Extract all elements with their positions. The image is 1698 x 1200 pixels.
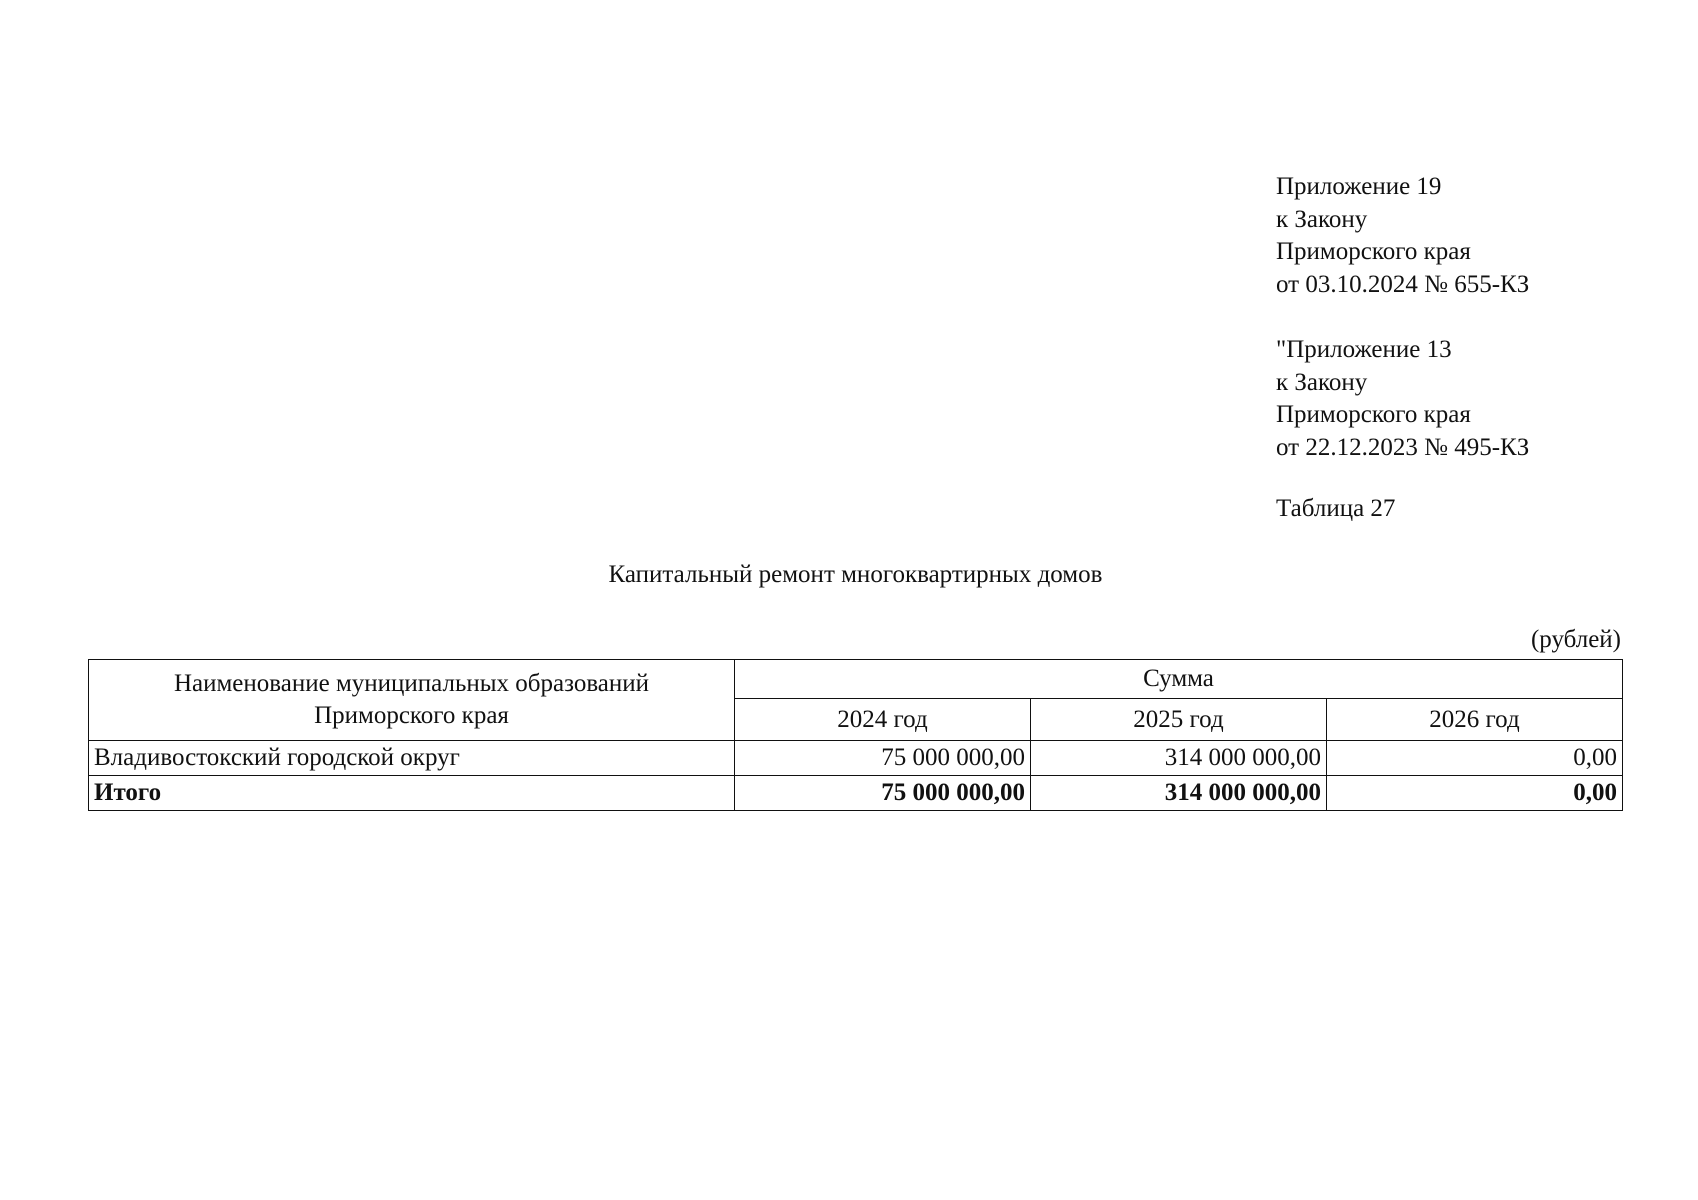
attachment-original-block [1276,334,1529,464]
budget-table [88,659,1623,811]
row-value-2026: 0,00 [1327,741,1623,776]
attachment-line: к Закону [1276,368,1368,396]
attachment-current-block [1276,171,1529,301]
units-label: (рублей) [1530,626,1621,653]
header-year-2025: 2025 год [1031,699,1327,741]
table-total-row [89,776,1623,811]
header-municipality-line2: Приморского края [314,702,509,729]
table-row [89,741,1623,776]
attachment-line: от 22.12.2023 № 495-КЗ [1276,433,1530,461]
document-title: Капитальный ремонт многоквартирных домов [608,561,1103,588]
header-sum: Сумма [735,660,1623,699]
row-value-2024: 75 000 000,00 [735,741,1031,776]
row-value-2025: 314 000 000,00 [1031,741,1327,776]
row-municipality-name: Владивостокский городской округ [89,741,735,776]
total-value-2026: 0,00 [1327,776,1623,811]
total-value-2024: 75 000 000,00 [735,776,1031,811]
attachment-line: Приморского края [1276,401,1471,428]
attachment-line: Приложение 19 [1276,173,1442,200]
table-number: Таблица 27 [1276,495,1396,522]
header-municipality-line1: Наименование муниципальных образований [173,670,650,697]
table-header-row [89,660,1623,699]
attachment-line: Приморского края [1276,238,1471,265]
header-year-2026: 2026 год [1327,699,1623,741]
total-label: Итого [89,776,735,811]
attachment-line: "Приложение 13 [1276,336,1452,363]
header-municipality [89,660,735,741]
total-value-2025: 314 000 000,00 [1031,776,1327,811]
attachment-line: к Закону [1276,205,1368,233]
header-year-2024: 2024 год [735,699,1031,741]
attachment-line: от 03.10.2024 № 655-КЗ [1276,270,1530,298]
